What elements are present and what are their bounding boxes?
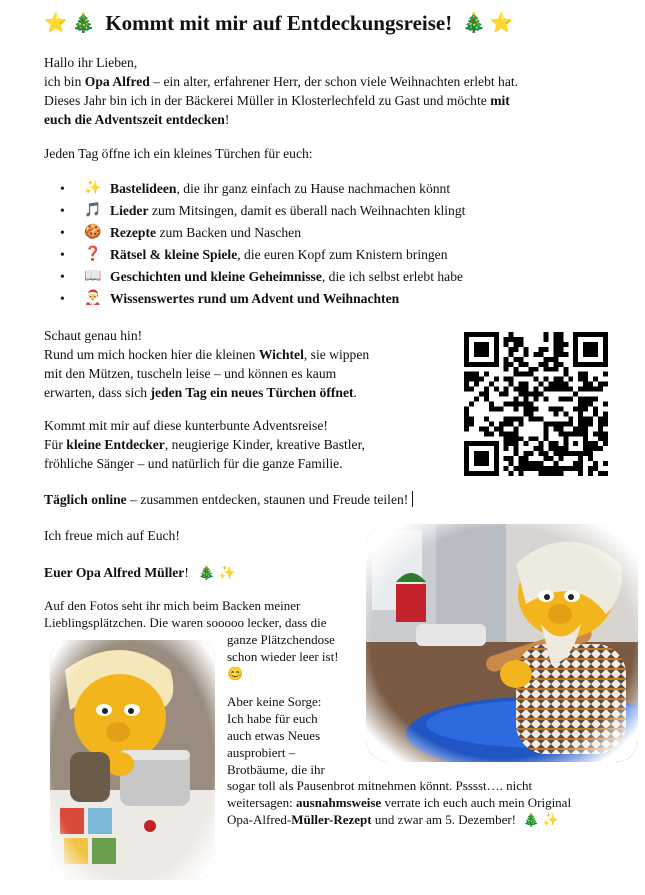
text-line: Brotbäume, die ihr	[227, 762, 325, 777]
intro-line-1	[44, 72, 634, 91]
photo-baking-rolling-pin	[366, 524, 638, 762]
bullet: •	[60, 269, 65, 284]
daily-intro: Jeden Tag öffne ich ein kleines Türchen für euch:	[44, 146, 313, 161]
text: , sie wippen	[303, 347, 370, 362]
list-item-text	[110, 244, 448, 266]
text-line: Aber keine Sorge:	[227, 694, 322, 709]
cookie-tin-photo-illustration	[50, 640, 215, 880]
signature	[44, 563, 236, 582]
text: – zusammen entdecken, staunen und Freude teilen!	[126, 492, 409, 507]
text-cursor	[412, 491, 413, 507]
baking-photo-illustration	[366, 524, 638, 762]
sparkles-icon: ✨	[542, 812, 559, 827]
title-text: Kommt mit mir auf Entdeckungsreise!	[105, 10, 453, 35]
intro-paragraph	[44, 53, 634, 129]
santa-icon: 🎅	[84, 291, 102, 306]
qr-code[interactable]	[464, 332, 608, 476]
star-icon: ⭐	[489, 13, 514, 34]
text-line: schon wieder leer ist!	[227, 649, 339, 664]
photo-text-top	[44, 597, 414, 631]
photo-cookie-tin	[50, 640, 215, 880]
bold-text: Wissenswertes rund um Advent und Weihnachten	[110, 291, 400, 306]
text: , neugierige Kinder, kreative Bastler,	[164, 437, 365, 452]
bold-text: ausnahmsweise	[295, 795, 382, 810]
spacer	[227, 682, 367, 693]
text: , die euren Kopf zum Knistern bringen	[237, 247, 448, 262]
text-line: ausprobiert –	[227, 745, 296, 760]
bold-text: Müller-Rezept	[291, 812, 372, 827]
bold-text: Täglich online	[44, 492, 127, 507]
sparkles-icon: ✨	[218, 565, 236, 580]
bullet: •	[60, 247, 65, 262]
text-line: Lieblingsplätzchen. Die waren sooooo lecker, dass die	[44, 615, 327, 630]
text-line: Ich habe für euch	[227, 711, 318, 726]
look-paragraph	[44, 326, 454, 402]
christmas-tree-icon: 🎄	[523, 812, 540, 827]
journey-paragraph	[44, 416, 454, 473]
text: verrate ich euch auch mein Original	[381, 795, 572, 810]
smile-icon: 😊	[227, 666, 244, 681]
greeting: Hallo ihr Lieben,	[44, 55, 138, 70]
list-item-text	[110, 288, 399, 310]
text: – ein alter, erfahrener Herr, der schon viele Weihnachten erlebt hat.	[149, 74, 519, 89]
text-line: Kommt mit mir auf diese kunterbunte Adventsreise!	[44, 418, 328, 433]
text-line: ganze Plätzchendose	[227, 632, 335, 647]
text-line: mit den Mützen, tuscheln leise – und können es kaum	[44, 366, 337, 381]
text: !	[184, 565, 189, 580]
text-line	[227, 794, 627, 811]
cookie-icon: 🍪	[84, 225, 102, 240]
text: Rund um mich hocken hier die kleinen	[44, 347, 259, 362]
bullet: •	[60, 291, 65, 306]
text: , die ich selbst erlebt habe	[321, 269, 464, 284]
text: .	[353, 385, 357, 400]
open-book-icon: 📖	[84, 269, 102, 284]
list-item-text	[110, 200, 465, 222]
list-item-text	[110, 178, 450, 200]
bold-text: Rezepte	[110, 225, 157, 240]
bullet: •	[60, 203, 65, 218]
text-line: sogar toll als Pausenbrot mitnehmen könnt. Psssst…. nicht	[227, 778, 533, 793]
bold-text: mit	[490, 93, 510, 108]
sparkles-icon: ✨	[84, 181, 102, 196]
bullet: •	[60, 225, 65, 240]
bold-text: Lieder	[110, 203, 149, 218]
text-line: fröhliche Sänger – und natürlich für die ganze Familie.	[44, 456, 343, 471]
text: zum Mitsingen, damit es überall nach Weihnachten klingt	[148, 203, 466, 218]
text-line	[227, 811, 627, 828]
name-bold: Opa Alfred	[84, 74, 150, 89]
music-note-icon: 🎵	[84, 203, 102, 218]
text: Dieses Jahr bin ich in der Bäckerei Müller in Klosterlechfeld zu Gast und möchte	[44, 93, 491, 108]
list-item-text	[110, 266, 463, 288]
looking-forward: Ich freue mich auf Euch!	[44, 528, 180, 543]
text-line: Schaut genau hin!	[44, 328, 143, 343]
text: weitersagen:	[227, 795, 296, 810]
bold-text: jeden Tag ein neues Türchen öffnet	[150, 385, 354, 400]
page-title	[44, 10, 624, 36]
intro-line-3	[44, 110, 634, 129]
text-line	[44, 383, 454, 402]
star-icon: ⭐	[44, 13, 68, 34]
bold-text: Wichtel	[258, 347, 304, 362]
text-line	[44, 435, 454, 454]
online-line	[44, 490, 413, 509]
bold-text: euch die Adventszeit entdecken	[44, 112, 225, 127]
text: ich bin	[44, 74, 85, 89]
bullet: •	[60, 181, 65, 196]
christmas-tree-icon: 🎄	[198, 565, 216, 580]
christmas-tree-icon: 🎄	[462, 13, 486, 34]
bold-text: Euer Opa Alfred Müller	[44, 565, 185, 580]
bold-text: Rätsel & kleine Spiele	[110, 247, 238, 262]
text: zum Backen und Naschen	[156, 225, 301, 240]
text: , die ihr ganz einfach zu Hause nachmachen könnt	[176, 181, 451, 196]
text: !	[224, 112, 230, 127]
text-line: Auf den Fotos seht ihr mich beim Backen meiner	[44, 598, 301, 613]
text-line: auch etwas Neues	[227, 728, 321, 743]
text: erwarten, dass sich	[44, 385, 151, 400]
text: Opa-Alfred-	[227, 812, 292, 827]
bold-text: kleine Entdecker	[66, 437, 165, 452]
list-item-text	[110, 222, 301, 244]
text: Für	[44, 437, 67, 452]
bold-text: Bastelideen	[110, 181, 177, 196]
question-mark-icon: ❓	[84, 247, 102, 262]
christmas-tree-icon: 🎄	[71, 13, 96, 34]
intro-line-2	[44, 91, 634, 110]
bold-text: Geschichten und kleine Geheimnisse	[110, 269, 322, 284]
photo-text-bottom	[227, 777, 627, 828]
text-line	[44, 345, 454, 364]
photo-text-middle	[227, 631, 367, 778]
text: und zwar am 5. Dezember!	[371, 812, 517, 827]
